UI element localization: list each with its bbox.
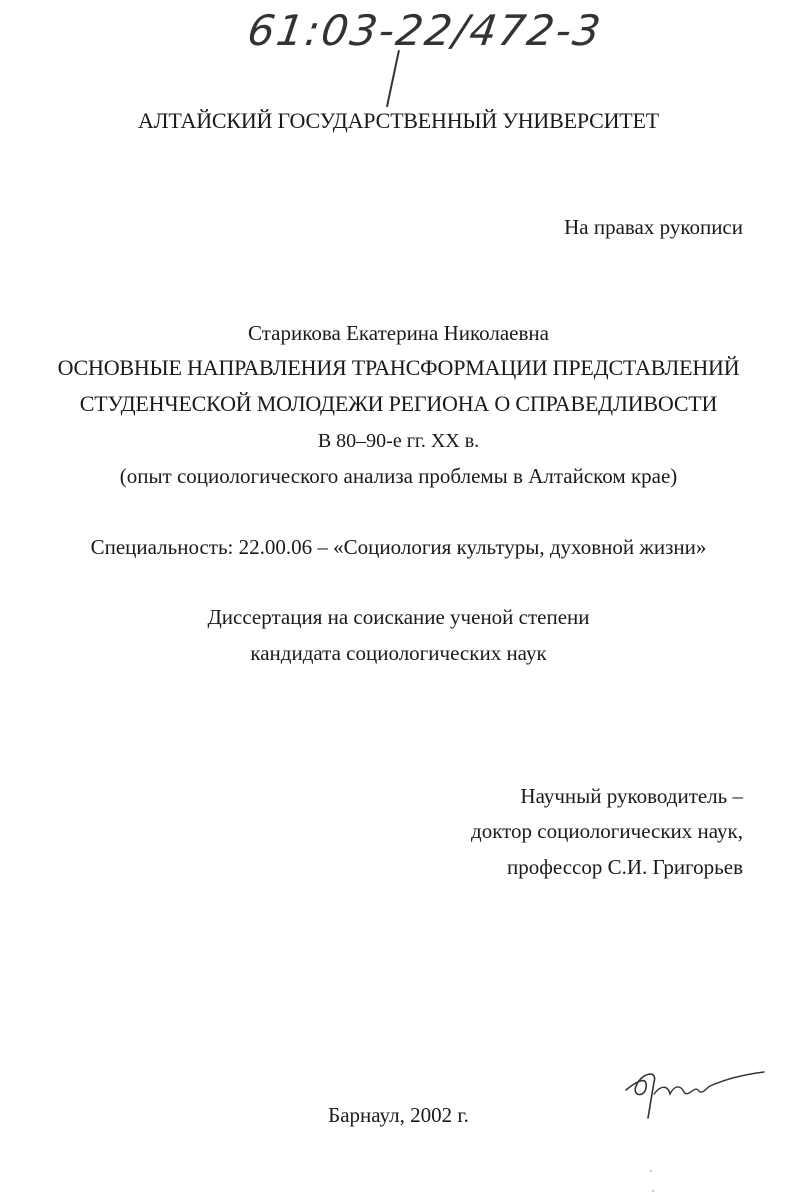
title-line-2: СТУДЕНЧЕСКОЙ МОЛОДЕЖИ РЕГИОНА О СПРАВЕДЛИВОСТИ xyxy=(79,391,718,416)
specialty: Специальность: 22.00.06 – «Социология культуры, духовной жизни» xyxy=(90,535,707,559)
title-line-1: ОСНОВНЫЕ НАПРАВЛЕНИЯ ТРАНСФОРМАЦИИ ПРЕДСТАВЛЕНИЙ xyxy=(57,355,740,380)
rights-note: На правах рукописи xyxy=(564,215,743,239)
title-line-3: В 80–90-е гг. XX в. xyxy=(317,430,480,452)
handwritten-stroke xyxy=(386,50,400,107)
supervisor-line-3: профессор С.И. Григорьев xyxy=(507,855,743,879)
supervisor-line-2: доктор социологических наук, xyxy=(471,819,743,843)
author-name: Старикова Екатерина Николаевна xyxy=(248,321,549,345)
university-name: АЛТАЙСКИЙ ГОСУДАРСТВЕННЫЙ УНИВЕРСИТЕТ xyxy=(137,108,660,133)
scan-speck xyxy=(652,1190,654,1192)
dissertation-line-1: Диссертация на соискание ученой степени xyxy=(207,605,590,629)
archive-code-handwritten: 61:03-22/472-3 xyxy=(244,6,606,55)
supervisor-line-1: Научный руководитель – xyxy=(520,784,743,808)
scan-speck xyxy=(650,1170,652,1172)
place-year: Барнаул, 2002 г. xyxy=(328,1103,469,1127)
dissertation-line-2: кандидата социологических наук xyxy=(250,641,547,665)
title-subtitle: (опыт социологического анализа проблемы в Алтайском крае) xyxy=(119,464,678,488)
